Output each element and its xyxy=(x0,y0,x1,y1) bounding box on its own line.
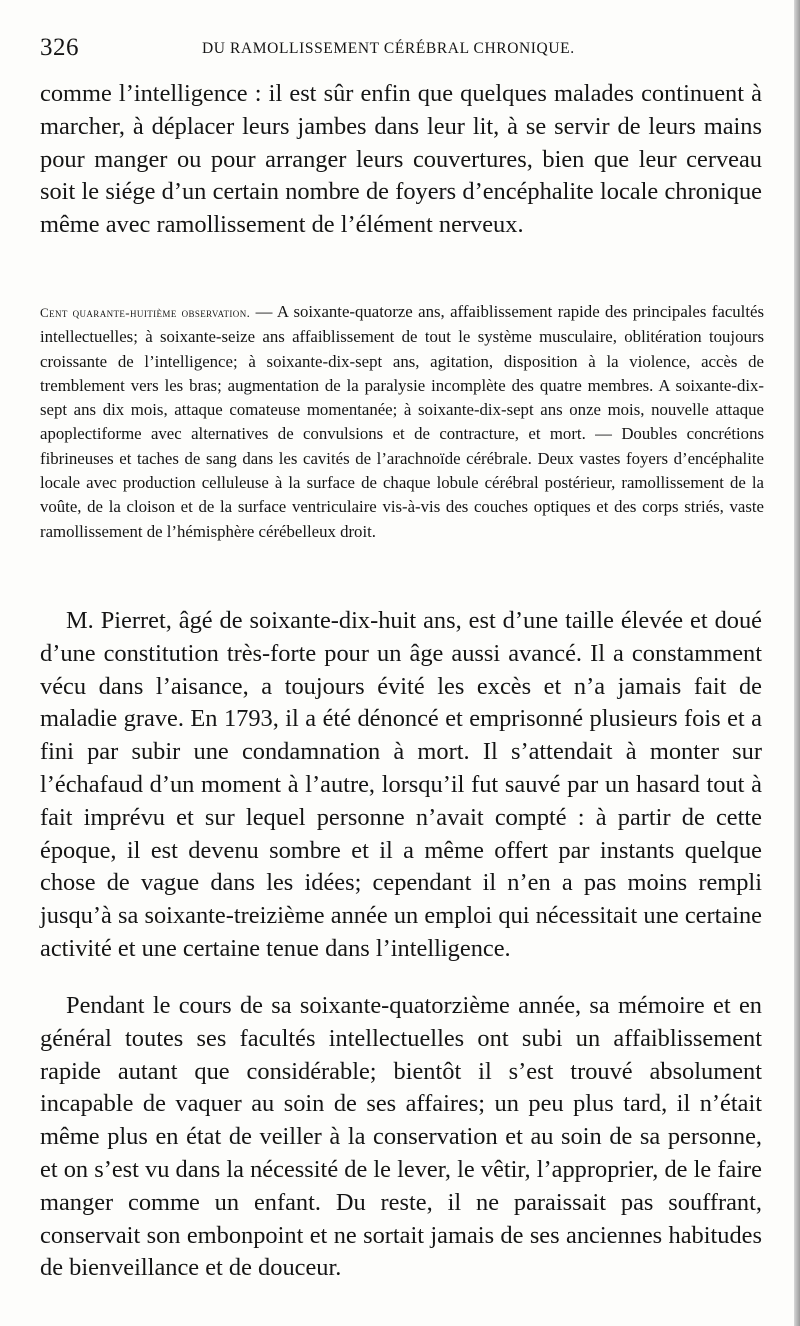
observation-summary xyxy=(40,300,764,544)
body-paragraph-2: Pendant le cours de sa soixante-quatorzième année, sa mémoire et en général toutes ses facultés intellectuelles ont subi un affaiblissement rapide autant que considérable; bientôt il s’est trouvé absolument incapable de vaquer au soin de ses affaires; un peu plus tard, il n’était même plus en état de veiller à la conservation et au soin de sa personne, et on s’est vu dans la nécessité de le lever, le vêtir, l’approprier, de le faire manger comme un enfant. Du reste, il ne paraissait pas souffrant, conservait son embonpoint et ne sortait jamais de ses anciennes habitudes de bienveillance et de douceur. xyxy=(40,992,762,1282)
page-number: 326 xyxy=(40,34,79,61)
continuation-paragraph: comme l’intelligence : il est sûr enfin que quelques malades continuent à marcher, à déplacer leurs jambes dans leur lit, à se servir de leurs mains pour manger ou pour arranger leurs couvertures, bien que leur cerveau soit le siége d’un certain nombre de foyers d’encéphalite locale chronique même avec ramollissement de l’élément nerveux. xyxy=(40,80,762,239)
observation-text: — A soixante-quatorze ans, affaiblissement rapide des principales facultés intellectuelles; à soixante-seize ans affaiblissement de tout le système musculaire, oblitération toujours croissante de l’intelligence; à soixante-dix-sept ans, agitation, disposition à la violence, accès de tremblement vers les bras; augmentation de la paralysie incomplète des quatre membres. A soixante-dix-sept ans dix mois, attaque comateuse momentanée; à soixante-dix-sept ans onze mois, nouvelle attaque apoplectiforme avec alternatives de convulsions et de contracture, et mort. — Doubles concrétions fibrineuses et taches de sang dans les cavités de l’arachnoïde cérébrale. Deux vastes foyers d’encéphalite locale avec production celluleuse à la surface de chaque lobule cérébral postérieur, ramollissement de la voûte, de la cloison et de la surface ventriculaire vis-à-vis des couches optiques et des corps striés, vaste ramollissement de l’hémisphère cérébelleux droit. xyxy=(40,302,764,541)
running-title: DU RAMOLLISSEMENT CÉRÉBRAL CHRONIQUE. xyxy=(202,40,575,57)
page-header xyxy=(40,34,780,64)
page-edge-shadow xyxy=(794,0,800,1326)
observation-heading: Cent quarante-huitième observation. xyxy=(40,305,251,320)
body-paragraph-1: M. Pierret, âgé de soixante-dix-huit ans, est d’une taille élevée et doué d’une constitution très-forte pour un âge aussi avancé. Il a constamment vécu dans l’aisance, a toujours évité les excès et n’a jamais fait de maladie grave. En 1793, il a été dénoncé et emprisonné plusieurs fois et a fini par subir une condamnation à mort. Il s’attendait à monter sur l’échafaud d’un moment à l’autre, lorsqu’il fut sauvé par un hasard tout à fait imprévu et sur lequel personne n’avait compté : à partir de cette époque, il est devenu sombre et il a même offert par instants quelque chose de vague dans les idées; cependant il n’en a pas moins rempli jusqu’à sa soixante-treizième année un emploi qui nécessitait une certaine activité et une certaine tenue dans l’intelligence. xyxy=(40,607,762,962)
